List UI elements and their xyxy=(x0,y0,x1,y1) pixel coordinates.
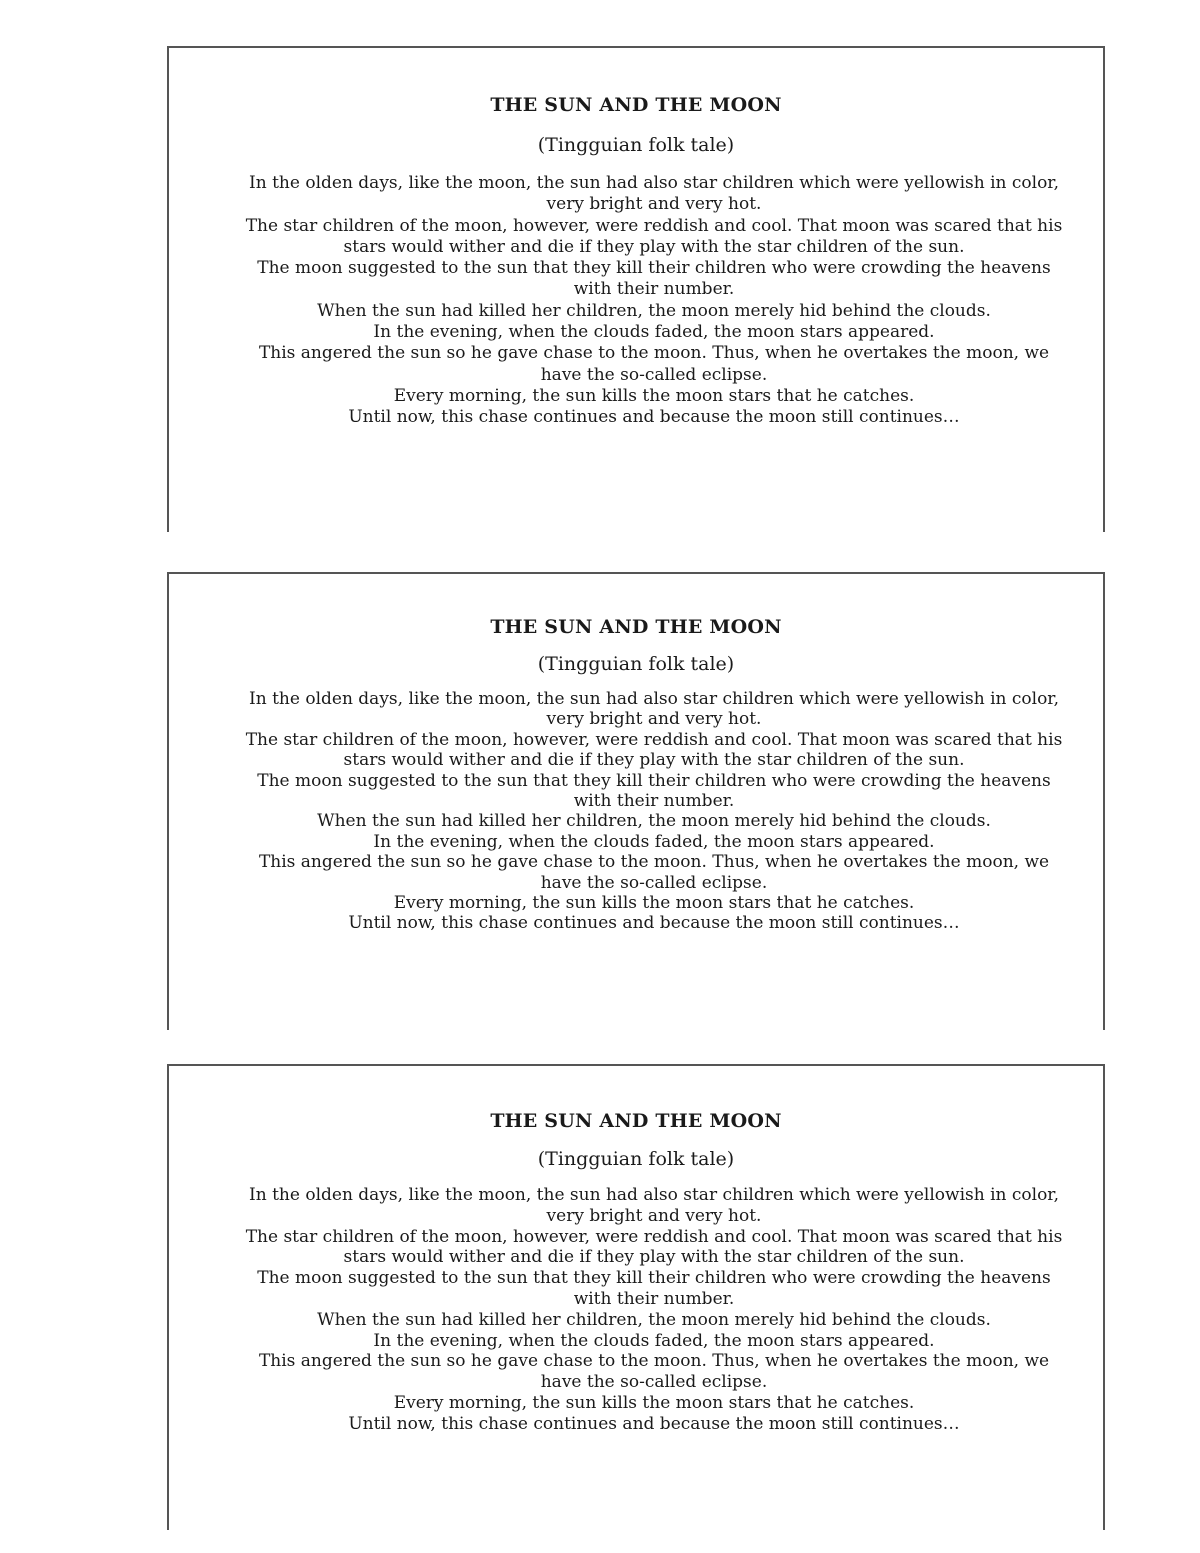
story-paragraph: When the sun had killed her children, the moon merely hid behind the clouds. xyxy=(317,300,991,321)
story-paragraph: The star children of the moon, however, were reddish and cool. That moon was scared that his stars would wither and die if they play with the star children of the sun. xyxy=(245,729,1063,771)
story-paragraph: The moon suggested to the sun that they kill their children who were crowding the heavens with their number. xyxy=(257,1268,1051,1309)
story-body xyxy=(239,689,1069,934)
story-card-3 xyxy=(167,1064,1105,1530)
story-paragraph: Until now, this chase continues and because the moon still continues… xyxy=(348,407,960,428)
story-paragraph: This angered the sun so he gave chase to the moon. Thus, when he overtakes the moon, we have the so-called eclipse. xyxy=(258,1351,1050,1393)
story-paragraph: The star children of the moon, however, were reddish and cool. That moon was scared that his stars would wither and die if they play with the star children of the sun. xyxy=(245,215,1063,257)
story-paragraph: In the evening, when the clouds faded, the moon stars appeared. xyxy=(373,1330,935,1351)
story-subtitle: (Tingguian folk tale) xyxy=(537,1148,735,1170)
story-title: THE SUN AND THE MOON xyxy=(490,94,782,116)
story-paragraph: In the evening, when the clouds faded, the moon stars appeared. xyxy=(373,831,935,852)
story-subtitle: (Tingguian folk tale) xyxy=(537,653,735,675)
story-body xyxy=(239,173,1069,429)
story-paragraph: In the olden days, like the moon, the sun had also star children which were yellowish in color, very bright and very hot. xyxy=(249,689,1059,730)
story-card-2 xyxy=(167,572,1105,1030)
story-paragraph: Every morning, the sun kills the moon stars that he catches. xyxy=(393,893,915,914)
story-paragraph: When the sun had killed her children, the moon merely hid behind the clouds. xyxy=(317,811,991,832)
story-paragraph: Every morning, the sun kills the moon stars that he catches. xyxy=(393,1392,915,1413)
story-title: THE SUN AND THE MOON xyxy=(490,1110,782,1132)
story-paragraph: Every morning, the sun kills the moon stars that he catches. xyxy=(393,385,915,406)
story-paragraph: When the sun had killed her children, the moon merely hid behind the clouds. xyxy=(317,1309,991,1330)
story-paragraph: The star children of the moon, however, were reddish and cool. That moon was scared that his stars would wither and die if they play with the star children of the sun. xyxy=(245,1226,1063,1268)
story-paragraph: In the olden days, like the moon, the sun had also star children which were yellowish in color, very bright and very hot. xyxy=(249,173,1059,215)
story-title: THE SUN AND THE MOON xyxy=(490,616,782,638)
story-paragraph: The moon suggested to the sun that they kill their children who were crowding the heavens with their number. xyxy=(257,770,1051,812)
story-paragraph: Until now, this chase continues and because the moon still continues… xyxy=(348,1413,960,1434)
story-body xyxy=(239,1185,1069,1435)
story-subtitle: (Tingguian folk tale) xyxy=(537,134,735,156)
story-paragraph: In the evening, when the clouds faded, the moon stars appeared. xyxy=(373,322,935,343)
story-paragraph: The moon suggested to the sun that they kill their children who were crowding the heavens with their number. xyxy=(257,258,1051,300)
story-paragraph: In the olden days, like the moon, the sun had also star children which were yellowish in color, very bright and very hot. xyxy=(249,1185,1059,1226)
story-paragraph: Until now, this chase continues and because the moon still continues… xyxy=(348,913,960,934)
story-paragraph: This angered the sun so he gave chase to the moon. Thus, when he overtakes the moon, we have the so-called eclipse. xyxy=(258,343,1050,385)
story-paragraph: This angered the sun so he gave chase to the moon. Thus, when he overtakes the moon, we have the so-called eclipse. xyxy=(258,852,1050,893)
story-card-1 xyxy=(167,46,1105,532)
